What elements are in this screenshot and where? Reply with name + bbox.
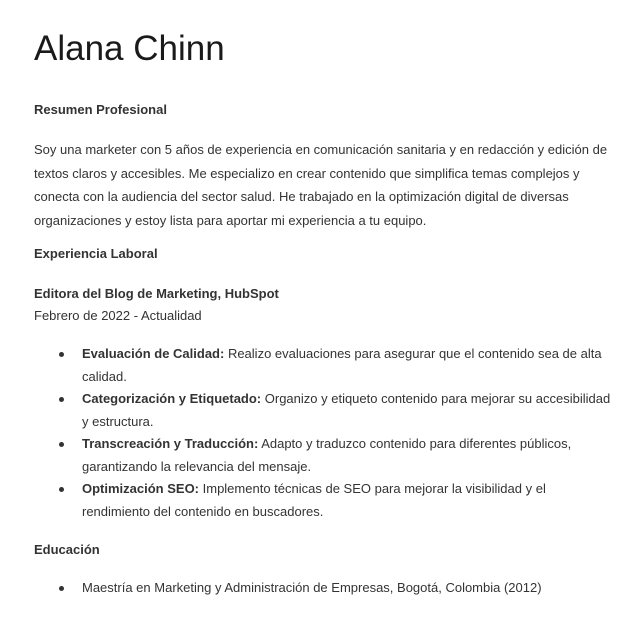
resume-name: Alana Chinn xyxy=(34,29,225,68)
bullet-text: Implemento técnicas de SEO para mejorar la visibilidad y el rendimiento del contenido en buscadores. xyxy=(82,481,546,519)
summary-text: Soy una marketer con 5 años de experiencia en comunicación sanitaria y en redacción y edición de textos claros y accesibles. Me especializo en crear contenido que simplifica temas complejos y conecta con la audiencia del sector salud. He trabajado en la optimización digital de diversas organizaciones y estoy lista para aportar mi experiencia a tu equipo. xyxy=(34,142,608,228)
education-list xyxy=(34,577,612,600)
bullet-label: Categorización y Etiquetado: xyxy=(82,391,262,406)
summary-heading: Resumen Profesional xyxy=(34,102,167,117)
education-heading: Educación xyxy=(34,542,100,557)
bullet-text: Realizo evaluaciones para asegurar que el contenido sea de alta calidad. xyxy=(82,346,602,384)
job-dates: Febrero de 2022 - Actualidad xyxy=(34,308,202,323)
bullet-text: Organizo y etiqueto contenido para mejorar su accesibilidad y estructura. xyxy=(82,391,611,429)
education-item: Maestría en Marketing y Administración de Empresas, Bogotá, Colombia (2012) xyxy=(82,580,542,595)
list-item xyxy=(34,478,612,523)
bullet-label: Transcreación y Traducción: xyxy=(82,436,259,451)
list-item xyxy=(34,388,612,433)
bullet-label: Evaluación de Calidad: xyxy=(82,346,225,361)
bullet-icon xyxy=(59,352,64,357)
list-item xyxy=(34,433,612,478)
bullet-icon xyxy=(59,397,64,402)
bullet-icon xyxy=(59,586,64,591)
list-item xyxy=(34,343,612,388)
job-title: Editora del Blog de Marketing, HubSpot xyxy=(34,286,279,301)
list-item xyxy=(34,577,612,600)
job-bullets xyxy=(34,343,612,523)
bullet-icon xyxy=(59,487,64,492)
bullet-label: Optimización SEO: xyxy=(82,481,200,496)
experience-heading: Experiencia Laboral xyxy=(34,246,158,261)
bullet-icon xyxy=(59,442,64,447)
bullet-text: Adapto y traduzco contenido para diferentes públicos, garantizando la relevancia del mensaje. xyxy=(82,436,572,474)
